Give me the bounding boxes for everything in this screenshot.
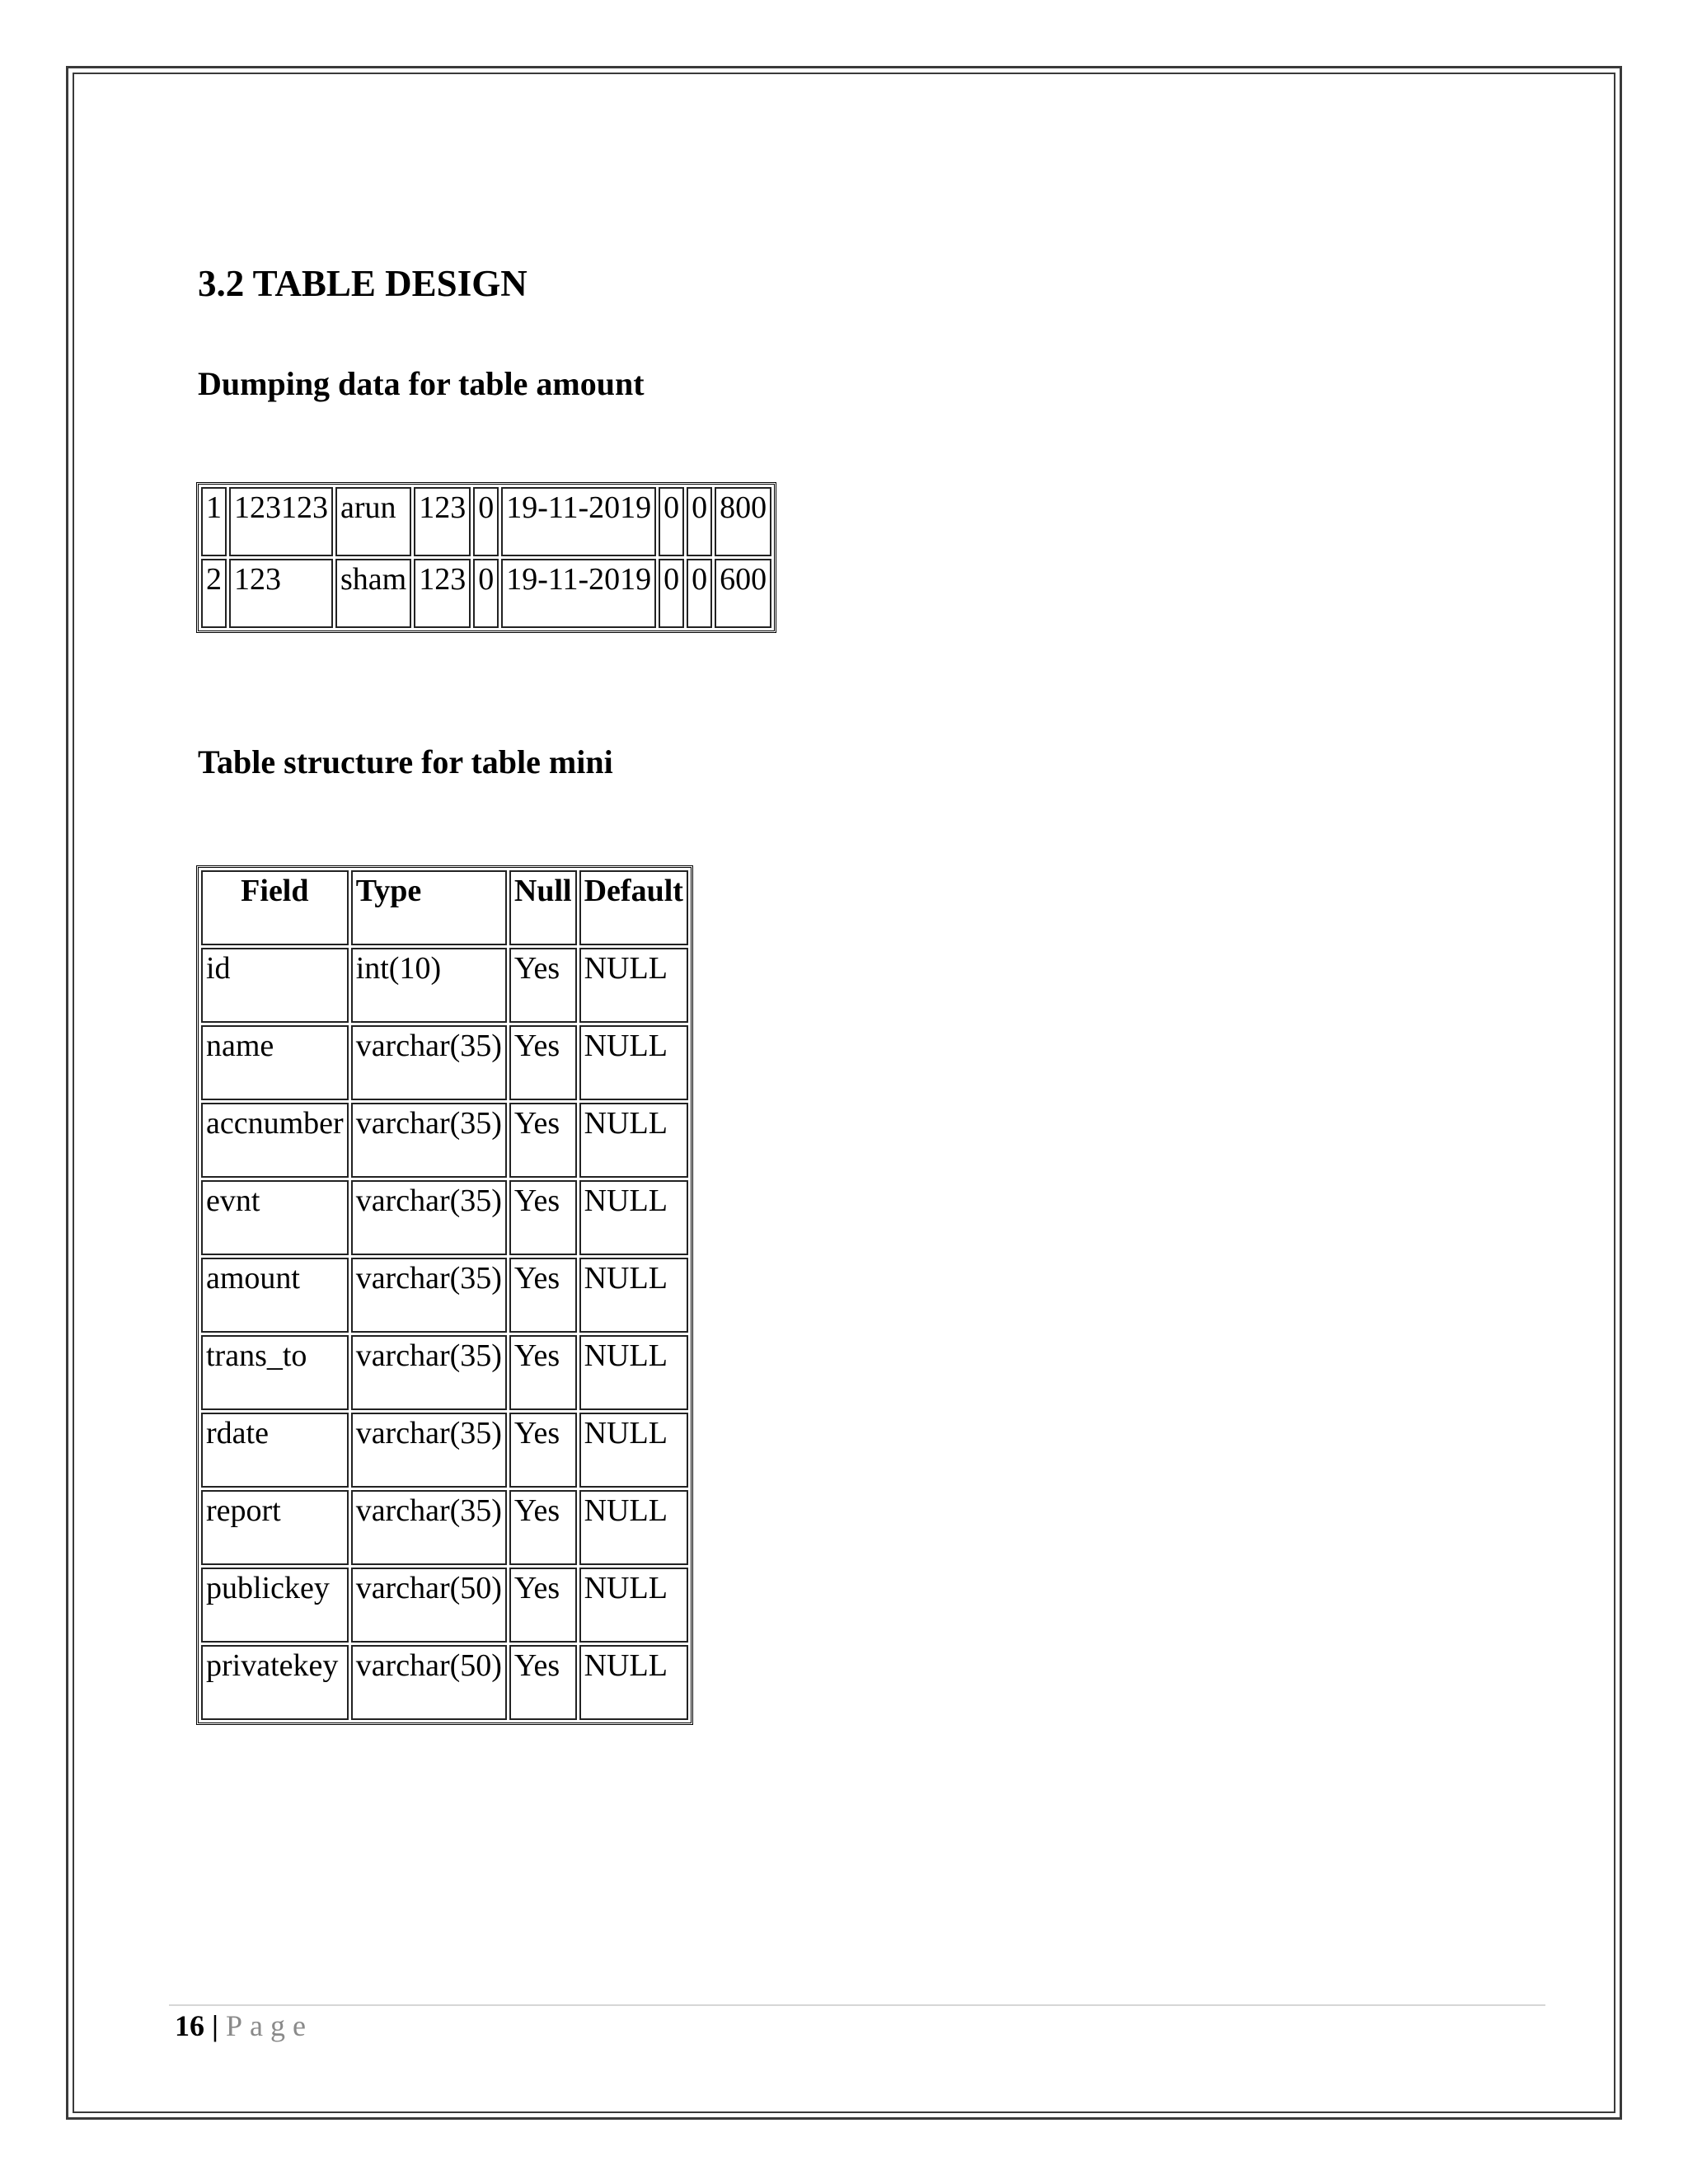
table-cell: 123 [229, 559, 333, 628]
table-cell: 123123 [229, 487, 333, 556]
table-row [201, 1568, 688, 1643]
type-cell: varchar(35) [351, 1335, 507, 1410]
type-cell: varchar(35) [351, 1025, 507, 1100]
table-cell: 2 [201, 559, 227, 628]
table-row [201, 1413, 688, 1488]
field-cell: rdate [201, 1413, 349, 1488]
type-cell: varchar(35) [351, 1180, 507, 1255]
table-cell: 123 [414, 487, 471, 556]
table-row [201, 487, 771, 556]
null-cell: Yes [509, 1413, 577, 1488]
type-cell: varchar(50) [351, 1645, 507, 1720]
default-cell: NULL [579, 1413, 688, 1488]
column-header-null: Null [509, 870, 577, 945]
field-cell: publickey [201, 1568, 349, 1643]
null-cell: Yes [509, 1335, 577, 1410]
page-footer [175, 2011, 313, 2041]
table-row [201, 1180, 688, 1255]
table-row [201, 1645, 688, 1720]
type-cell: varchar(50) [351, 1568, 507, 1643]
table-row [201, 1025, 688, 1100]
default-cell: NULL [579, 1645, 688, 1720]
default-cell: NULL [579, 1568, 688, 1643]
null-cell: Yes [509, 1103, 577, 1178]
footer-divider [169, 2004, 1545, 2006]
table-row [201, 1103, 688, 1178]
null-cell: Yes [509, 1025, 577, 1100]
table-row [201, 1258, 688, 1333]
table-cell: arun [335, 487, 411, 556]
field-cell: amount [201, 1258, 349, 1333]
null-cell: Yes [509, 1180, 577, 1255]
table-cell: 800 [715, 487, 771, 556]
table-row [201, 1490, 688, 1565]
table-cell: 19-11-2019 [501, 559, 656, 628]
field-cell: name [201, 1025, 349, 1100]
table-cell: 19-11-2019 [501, 487, 656, 556]
column-header-default: Default [579, 870, 688, 945]
field-cell: accnumber [201, 1103, 349, 1178]
field-cell: evnt [201, 1180, 349, 1255]
null-cell: Yes [509, 1490, 577, 1565]
field-cell: privatekey [201, 1645, 349, 1720]
default-cell: NULL [579, 1103, 688, 1178]
type-cell: varchar(35) [351, 1490, 507, 1565]
amount-table-heading: Dumping data for table amount [198, 365, 645, 402]
default-cell: NULL [579, 1025, 688, 1100]
type-cell: varchar(35) [351, 1258, 507, 1333]
default-cell: NULL [579, 1335, 688, 1410]
default-cell: NULL [579, 948, 688, 1023]
table-cell: 0 [687, 487, 712, 556]
type-cell: varchar(35) [351, 1103, 507, 1178]
default-cell: NULL [579, 1180, 688, 1255]
null-cell: Yes [509, 1568, 577, 1643]
field-cell: id [201, 948, 349, 1023]
column-header-field: Field [201, 870, 349, 945]
null-cell: Yes [509, 948, 577, 1023]
table-cell: 0 [473, 559, 499, 628]
table-header-row [201, 870, 688, 945]
mini-structure-table [196, 865, 693, 1725]
null-cell: Yes [509, 1645, 577, 1720]
field-cell: report [201, 1490, 349, 1565]
page-label: Page [225, 2009, 313, 2042]
table-cell: sham [335, 559, 411, 628]
amount-data-table [196, 482, 776, 633]
footer-separator: | [212, 2009, 218, 2042]
table-cell: 1 [201, 487, 227, 556]
default-cell: NULL [579, 1258, 688, 1333]
table-cell: 600 [715, 559, 771, 628]
section-title: 3.2 TABLE DESIGN [198, 263, 528, 304]
mini-table-heading: Table structure for table mini [198, 743, 613, 780]
table-row [201, 1335, 688, 1410]
type-cell: int(10) [351, 948, 507, 1023]
table-row [201, 559, 771, 628]
table-cell: 123 [414, 559, 471, 628]
page-number: 16 [175, 2009, 204, 2042]
table-cell: 0 [659, 487, 684, 556]
field-cell: trans_to [201, 1335, 349, 1410]
type-cell: varchar(35) [351, 1413, 507, 1488]
table-cell: 0 [659, 559, 684, 628]
table-row [201, 948, 688, 1023]
column-header-type: Type [351, 870, 507, 945]
default-cell: NULL [579, 1490, 688, 1565]
null-cell: Yes [509, 1258, 577, 1333]
table-cell: 0 [687, 559, 712, 628]
table-cell: 0 [473, 487, 499, 556]
